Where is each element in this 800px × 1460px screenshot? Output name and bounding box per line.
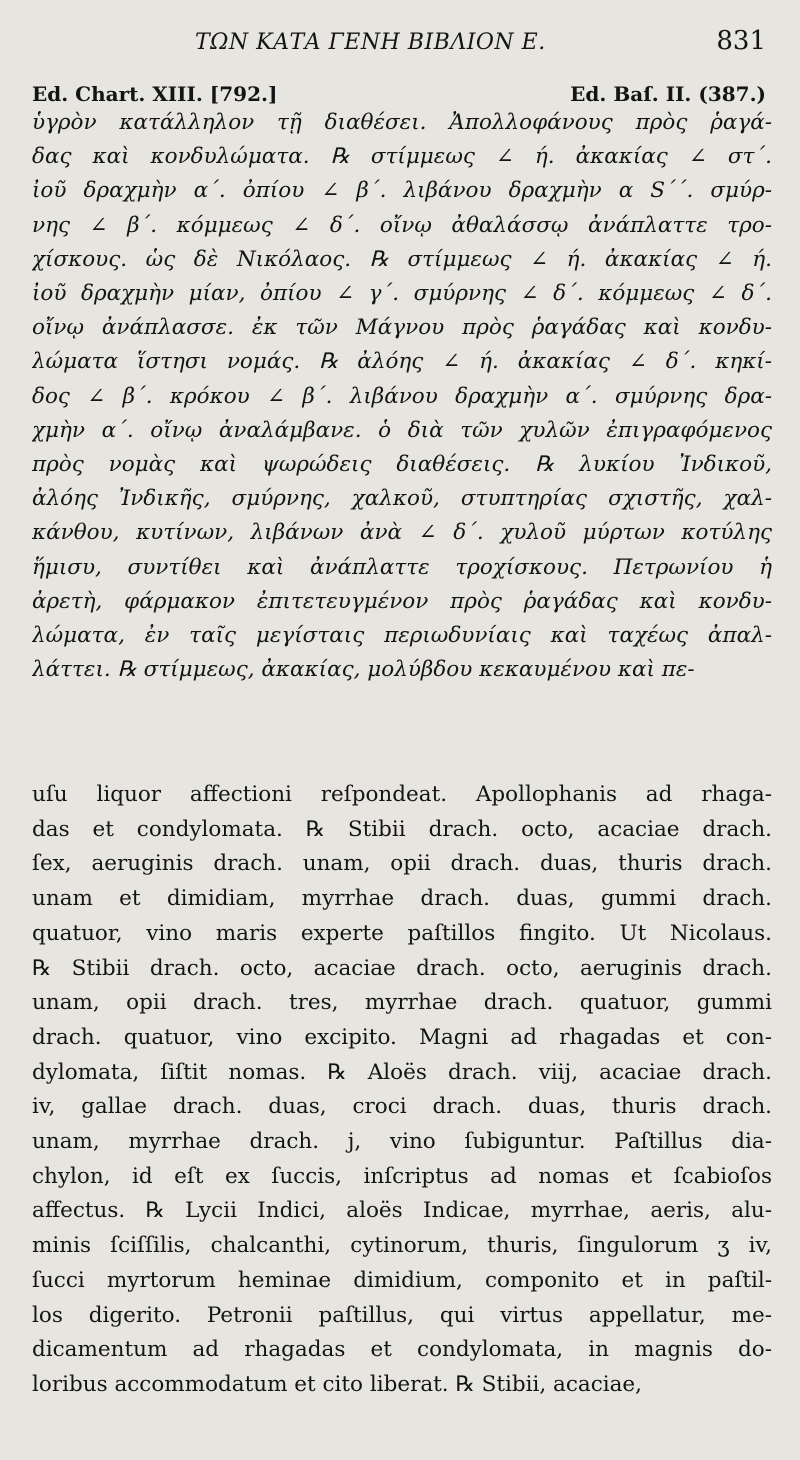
latin-line: unam, myrrhae drach. j, vino ſubiguntur. Paſtillus dia-: [32, 1129, 772, 1155]
latin-line: uſu liquor affectioni reſpondeat. Apollophanis ad rhaga-: [32, 782, 772, 807]
greek-line: λάττει. ℞ στίμμεως, ἀκακίας, μολύβδου κεκαυμένου καὶ πε-: [32, 657, 695, 683]
greek-line: ἀρετὴ, φάρμακον ἐπιτετευγμένον πρὸς ῥαγάδας καὶ κονδυ-: [32, 588, 772, 614]
running-title: ΤΩΝ ΚΑΤΑ ΓΕΝΗ ΒΙΒΛΙΟΝ Ε.: [195, 30, 546, 55]
greek-line: κάνθου, κυτίνων, λιβάνων ἀνὰ ∠ δ΄. χυλοῦ μύρτων κοτύλης: [32, 520, 772, 546]
greek-line: νης ∠ β΄. κόμμεως ∠ δ΄. οἴνῳ ἀθαλάσσῳ ἀνάπλαττε τρο-: [32, 212, 772, 238]
greek-line: ἥμισυ, συντίθει καὶ ἀνάπλαττε τροχίσκους. Πετρωνίου ἡ: [32, 554, 772, 580]
latin-line: dylomata, ſiſtit nomas. ℞ Aloës drach. viij, acaciae drach.: [32, 1059, 772, 1085]
latin-line: minis ſciſſilis, chalcanthi, cytinorum, thuris, ſingulorum ʒ iv,: [32, 1233, 772, 1259]
edition-reference-left: Ed. Chart. XIII. [792.]: [32, 82, 278, 106]
latin-line: iv, gallae drach. duas, croci drach. duas, thuris drach.: [32, 1094, 772, 1120]
latin-line: das et condylomata. ℞ Stibii drach. octo, acaciae drach.: [32, 816, 772, 842]
greek-line: ἀλόης Ἰνδικῆς, σμύρνης, χαλκοῦ, στυπτηρίας σχιστῆς, χαλ-: [32, 486, 772, 512]
latin-line: quatuor, vino maris experte paſtillos fingito. Ut Nicolaus.: [32, 920, 772, 946]
greek-line: δας καὶ κονδυλώματα. ℞ στίμμεως ∠ ή. ἀκακίας ∠ στ΄.: [32, 144, 772, 170]
latin-line: ℞ Stibii drach. octo, acaciae drach. octo, aeruginis drach.: [32, 955, 772, 981]
edition-reference-right: Ed. Baſ. II. (387.): [570, 82, 766, 106]
page-number: 831: [716, 26, 766, 56]
latin-translation-block: [32, 778, 772, 1403]
greek-text-block: [32, 106, 772, 687]
greek-line: δος ∠ β΄. κρόκου ∠ β΄. λιβάνου δραχμὴν α΄. σμύρνης δρα-: [32, 383, 772, 409]
latin-line: unam, opii drach. tres, myrrhae drach. quatuor, gummi: [32, 990, 772, 1016]
latin-line: loribus accommodatum et cito liberat. ℞ Stibii, acaciae,: [32, 1371, 642, 1397]
latin-line: drach. quatuor, vino excipito. Magni ad rhagadas et con-: [32, 1024, 772, 1050]
greek-line: οἴνῳ ἀνάπλασσε. ἐκ τῶν Μάγνου πρὸς ῥαγάδας καὶ κονδυ-: [32, 315, 772, 341]
greek-line: ὑγρὸν κατάλληλον τῇ διαθέσει. Ἀπολλοφάνους πρὸς ῥαγά-: [32, 110, 772, 135]
latin-line: dicamentum ad rhagadas et condylomata, in magnis do-: [32, 1337, 772, 1363]
greek-line: χμὴν α΄. οἴνῳ ἀναλάμβανε. ὁ διὰ τῶν χυλῶν ἐπιγραφόμενος: [32, 417, 772, 443]
greek-line: λώματα, ἐν ταῖς μεγίσταις περιωδυνίαις καὶ ταχέως ἀπαλ-: [32, 623, 772, 649]
greek-line: ἰοῦ δραχμὴν α΄. ὀπίου ∠ β΄. λιβάνου δραχμὴν α S΄΄. σμύρ-: [32, 178, 772, 204]
latin-line: unam et dimidiam, myrrhae drach. duas, gummi drach.: [32, 886, 772, 912]
latin-line: affectus. ℞ Lycii Indici, aloës Indicae, myrrhae, aeris, alu-: [32, 1198, 772, 1224]
latin-line: los digerito. Petronii paſtillus, qui virtus appellatur, me-: [32, 1302, 772, 1328]
latin-line: ſucci myrtorum heminae dimidium, componito et in paſtil-: [32, 1267, 772, 1293]
latin-line: ſex, aeruginis drach. unam, opii drach. duas, thuris drach.: [32, 851, 772, 877]
latin-line: chylon, id eſt ex ſuccis, inſcriptus ad nomas et ſcabioſos: [32, 1163, 772, 1189]
greek-line: χίσκους. ὡς δὲ Νικόλαος. ℞ στίμμεως ∠ ή. ἀκακίας ∠ ή.: [32, 246, 772, 272]
greek-line: λώματα ἵστησι νομάς. ℞ ἀλόης ∠ ή. ἀκακίας ∠ δ΄. κηκί-: [32, 349, 772, 375]
greek-line: πρὸς νομὰς καὶ ψωρώδεις διαθέσεις. ℞ λυκίου Ἰνδικοῦ,: [32, 452, 772, 478]
greek-line: ἰοῦ δραχμὴν μίαν, ὀπίου ∠ γ΄. σμύρνης ∠ δ΄. κόμμεως ∠ δ΄.: [32, 281, 772, 307]
